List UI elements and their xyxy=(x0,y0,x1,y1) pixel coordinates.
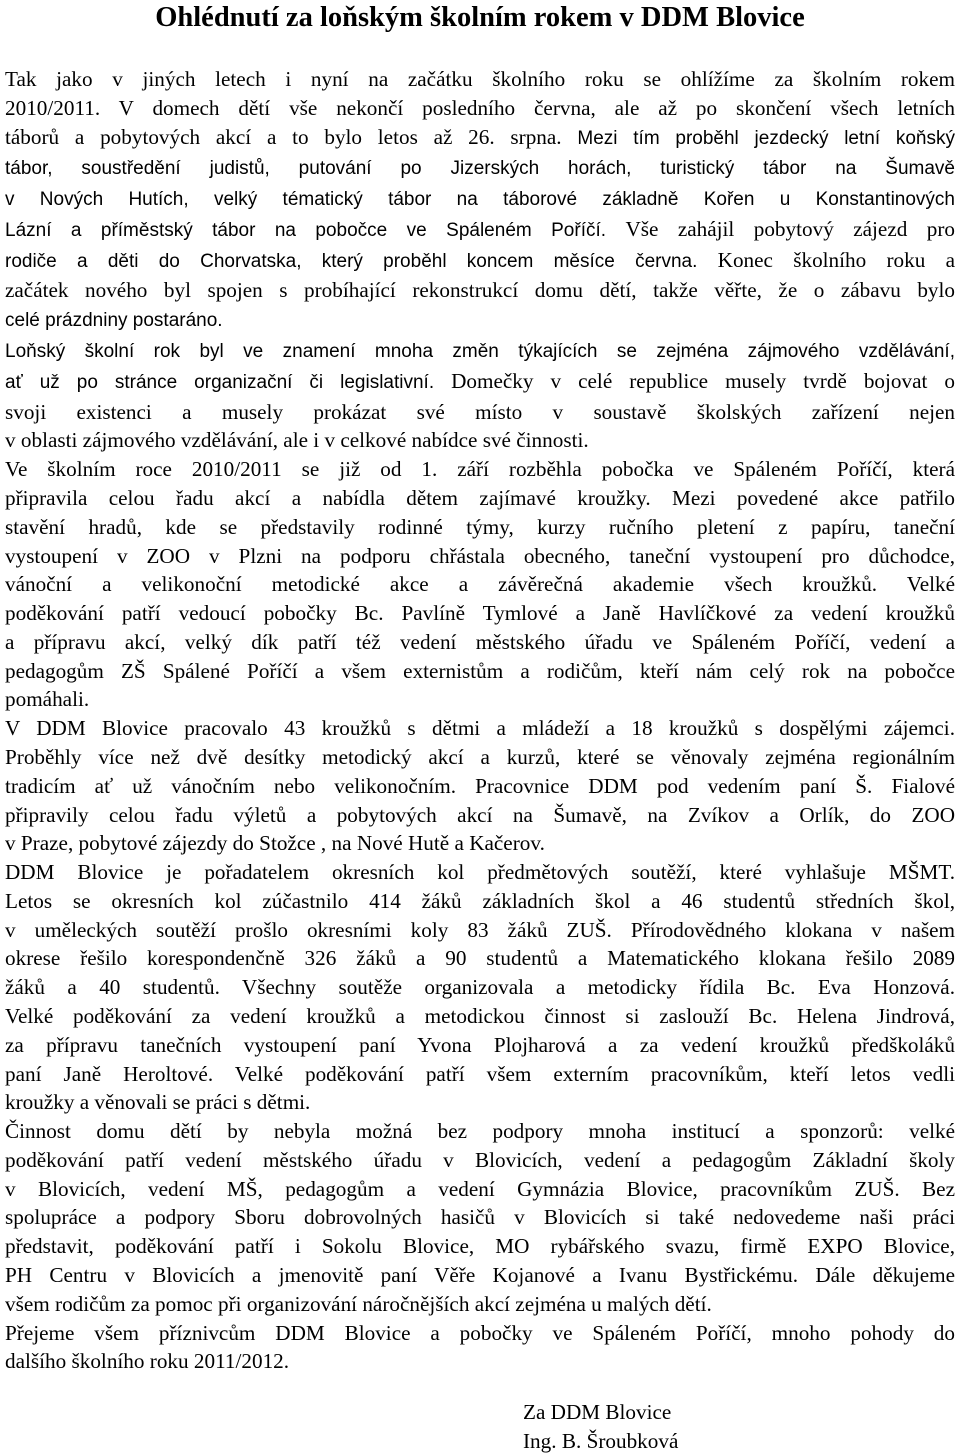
text-line xyxy=(5,542,955,571)
paragraph xyxy=(5,336,955,455)
text-run: v oblasti zájmového vzdělávání, ale i v celkové nabídce své činnosti. xyxy=(5,428,589,453)
paragraph xyxy=(5,455,955,714)
text-run: táborů a pobytových akcí a to bylo letos až 26. srpna. xyxy=(5,124,578,149)
text-line xyxy=(5,858,955,887)
text-run: pomáhali. xyxy=(5,687,90,712)
paragraph xyxy=(5,714,955,858)
text-run: Mezi tím proběhl jezdecký letní koňský xyxy=(577,127,955,149)
text-line xyxy=(5,305,955,336)
text-run: PH Centru v Blovicích a jmenovitě paní Věře Kojanové a Ivanu Bystřickému. Dále děkujeme xyxy=(5,1263,955,1288)
document-page xyxy=(5,0,955,1376)
text-line xyxy=(5,184,955,215)
text-run: dalšího školního roku 2011/2012. xyxy=(5,1349,290,1374)
text-run: připravily celou řadu výletů a pobytových akcí na Šumavě, na Zvíkov a Orlík, do ZOO xyxy=(5,802,955,827)
text-line xyxy=(5,1290,955,1319)
text-line xyxy=(5,685,955,714)
text-line xyxy=(5,1232,955,1261)
text-line xyxy=(5,513,955,542)
text-line xyxy=(5,944,955,973)
text-run: poděkování patří vedoucí pobočky Bc. Pavlíně Tymlové a Janě Havlíčkové za vedení kroužků xyxy=(5,601,955,626)
text-run: vánoční a velikonoční metodické akce a závěrečná akademie všech kroužků. Velké xyxy=(5,572,955,597)
text-line xyxy=(5,246,955,277)
text-line xyxy=(5,887,955,916)
text-line xyxy=(5,599,955,628)
text-line xyxy=(5,426,955,455)
text-run: všem rodičům za pomoc při organizování náročnějších akcí zejména u malých dětí. xyxy=(5,1291,712,1316)
text-run: Konec školního roku a xyxy=(717,247,956,272)
document-title: Ohlédnutí za loňským školním rokem v DDM Blovice xyxy=(155,2,805,33)
text-run: připravila celou řadu akcí a nabídla dětem zajímavé kroužky. Mezi povedené akce patřilo xyxy=(5,485,955,510)
signature-name: Ing. B. Šroubková xyxy=(523,1428,679,1453)
text-line xyxy=(5,714,955,743)
text-line xyxy=(5,628,955,657)
text-run: a přípravu akcí, velký dík patří též vedení městského úřadu ve Spáleném Poříčí, vedení a xyxy=(5,629,955,654)
text-line xyxy=(5,1060,955,1089)
text-line xyxy=(5,1203,955,1232)
text-run: rodiče a děti do Chorvatska, který proběhl koncem měsíce června. xyxy=(5,250,718,272)
text-line xyxy=(5,772,955,801)
text-run: Velké poděkování za vedení kroužků a metodickou činnost si zaslouží Bc. Helena Jindrová, xyxy=(5,1004,955,1028)
text-line xyxy=(5,801,955,830)
text-line xyxy=(5,153,955,184)
text-line xyxy=(5,1175,955,1204)
text-run: 2010/2011. V domech dětí vše nekončí posledního června, ale až po skončení všech letních xyxy=(5,95,955,120)
text-line xyxy=(5,215,955,246)
text-run: kroužky a věnovali se práci s dětmi. xyxy=(5,1090,311,1115)
text-run: Přejeme všem příznivcům DDM Blovice a pobočky ve Spáleném Poříčí, mnoho pohody do xyxy=(5,1320,955,1345)
text-line xyxy=(5,916,955,945)
text-run: Domečky v celé republice musely tvrdě bojovat o xyxy=(451,368,955,393)
text-run: celé prázdniny postaráno. xyxy=(5,310,223,332)
text-line xyxy=(5,123,955,154)
text-line xyxy=(5,484,955,513)
text-run: v Blovicích, vedení MŠ, pedagogům a vedení Gymnázia Blovice, pracovníkům ZUŠ. Bez xyxy=(5,1176,955,1201)
text-run: stavění hradů, kde se představily rodinné týmy, kurzy ručního pletení z papíru, taneční xyxy=(5,514,955,539)
text-run: tábor, soustředění judistů, putování po Jizerských horách, turistický tábor na Šumavě xyxy=(5,158,955,180)
text-run: okrese řešilo korespondenčně 326 žáků a 90 studentů a Matematického klokana řešilo 2089 xyxy=(5,946,955,971)
text-line xyxy=(5,455,955,484)
text-run: ať už po stránce organizační či legislativní. xyxy=(5,371,452,393)
text-line xyxy=(5,1261,955,1290)
signature-organization: Za DDM Blovice xyxy=(523,1400,672,1424)
text-run: představit, poděkování patří i Sokolu Blovice, MO rybářského svazu, firmě EXPO Blovice, xyxy=(5,1234,955,1259)
document-body xyxy=(5,65,955,1376)
text-line xyxy=(5,367,955,398)
text-run: za přípravu tanečních vystoupení paní Yvona Plojharová a za vedení kroužků předškoláků xyxy=(5,1032,955,1057)
text-run: tradicím ať už vánočním nebo velikonočním. Pracovnice DDM pod vedením paní Š. Fialové xyxy=(5,773,955,798)
text-run: V DDM Blovice pracovalo 43 kroužků s dětmi a mládeží a 18 kroužků s dospělými zájemci. xyxy=(5,716,955,741)
text-run: Ve školním roce 2010/2011 se již od 1. září rozběhla pobočka ve Spáleném Poříčí, která xyxy=(5,457,955,482)
text-run: Tak jako v jiných letech i nyní na začátku školního roku se ohlížíme za školním rokem xyxy=(5,67,955,91)
text-run: Vše zahájil pobytový zájezd pro xyxy=(625,216,955,241)
text-line xyxy=(5,276,955,305)
text-line xyxy=(5,657,955,686)
text-run: žáků a 40 studentů. Všechny soutěže organizovala a metodicky řídila Bc. Eva Honzová. xyxy=(5,975,955,1000)
text-line xyxy=(5,829,955,858)
text-line xyxy=(5,743,955,772)
text-line xyxy=(5,1146,955,1175)
text-run: spolupráce a podpory Sboru dobrovolných hasičů v Blovicích si také nedovedeme naši práci xyxy=(5,1205,955,1230)
signature-block xyxy=(523,1398,678,1456)
text-line xyxy=(5,398,955,427)
paragraph xyxy=(5,65,955,336)
text-run: Činnost domu dětí by nebyla možná bez podpory mnoha institucí a sponzorů: velké xyxy=(5,1119,955,1144)
text-line xyxy=(5,1088,955,1117)
text-run: Letos se okresních kol zúčastnilo 414 žáků základních škol a 46 studentů středních škol, xyxy=(5,888,955,913)
text-run: vystoupení v ZOO v Plzni na podporu chřástala obecného, taneční vystoupení pro důchodce, xyxy=(5,543,955,568)
text-run: svoji existenci a musely prokázat své místo v soustavě školských zařízení nejen xyxy=(5,399,955,424)
text-run: v uměleckých soutěží prošlo okresními koly 83 žáků ZUŠ. Přírodovědného klokana v našem xyxy=(5,917,955,942)
text-line xyxy=(5,65,955,94)
text-line xyxy=(5,1117,955,1146)
text-line xyxy=(5,1347,955,1376)
paragraph xyxy=(5,858,955,1117)
text-run: Proběhly více než dvě desítky metodický akcí a kurzů, které se věnovaly zejména regionálním xyxy=(5,744,955,769)
text-run: Lázní a příměstský tábor na pobočce ve Spáleném Poříčí. xyxy=(5,219,626,241)
text-run: DDM Blovice je pořadatelem okresních kol předmětových soutěží, které vyhlašuje MŠMT. xyxy=(5,860,955,885)
text-line xyxy=(5,94,955,123)
text-line xyxy=(5,973,955,1002)
paragraph xyxy=(5,1319,955,1377)
text-line xyxy=(5,1031,955,1060)
text-line xyxy=(5,1319,955,1348)
text-run: pedagogům ZŠ Spálené Poříčí a všem externistům a rodičům, kteří nám celý rok na pobočce xyxy=(5,658,955,683)
text-run: v Nových Hutích, velký tématický tábor na táborové základně Kořen u Konstantinových xyxy=(5,189,955,211)
text-run: poděkování patří vedení městského úřadu v Blovicích, vedení a pedagogům Základní školy xyxy=(5,1147,955,1172)
text-run: v Praze, pobytové zájezdy do Stožce , na Nové Hutě a Kačerov. xyxy=(5,831,545,856)
text-run: začátek nového byl spojen s probíhající rekonstrukcí domu dětí, takže věřte, že o zábavu bylo xyxy=(5,278,955,303)
text-line xyxy=(5,1002,955,1031)
paragraph xyxy=(5,1117,955,1318)
text-run: paní Janě Heroltové. Velké poděkování patří všem externím pracovníkům, kteří letos vedli xyxy=(5,1061,955,1086)
text-line xyxy=(5,336,955,367)
text-line xyxy=(5,570,955,599)
text-run: Loňský školní rok byl ve znamení mnoha změn týkajících se zejména zájmového vzdělávání, xyxy=(5,341,955,363)
